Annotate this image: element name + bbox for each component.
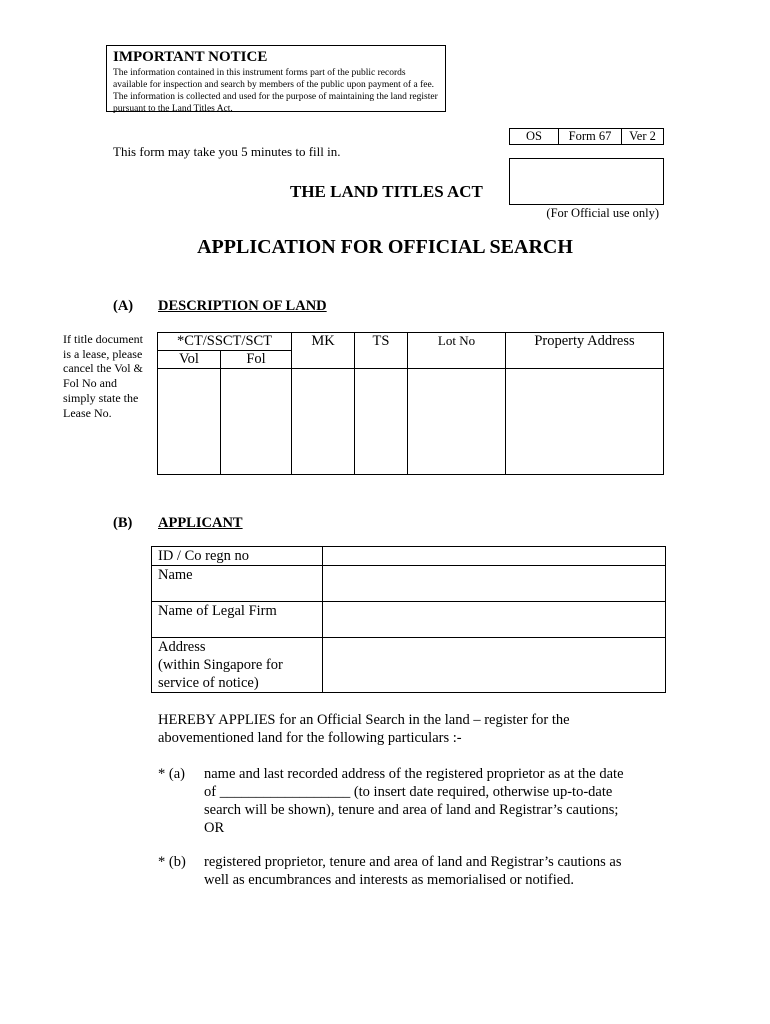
form-code-version: Ver 2 — [622, 129, 664, 145]
label-address-line1: Address — [158, 639, 206, 655]
form-code-table — [509, 128, 664, 145]
option-a-text — [204, 765, 624, 837]
input-name[interactable] — [323, 566, 666, 602]
option-a-line2: of __________________ (to insert date required, otherwise up-to-date — [204, 784, 613, 800]
applicant-table — [151, 546, 666, 693]
input-lot[interactable] — [408, 369, 506, 475]
option-b-line1: registered proprietor, tenure and area of land and Registrar’s cautions as — [204, 854, 622, 870]
label-legal-firm: Name of Legal Firm — [152, 602, 323, 638]
hereby-line2: abovementioned land for the following particulars :- — [158, 730, 462, 746]
section-a-label: (A) — [113, 298, 134, 314]
input-id[interactable] — [323, 547, 666, 566]
option-b-line2: well as encumbrances and interests as memorialised or notified. — [204, 872, 575, 888]
col-fol: Fol — [221, 351, 292, 369]
col-lot: Lot No — [408, 333, 506, 369]
option-b-text — [204, 853, 621, 889]
hereby-line1: HEREBY APPLIES for an Official Search in the land – register for the — [158, 712, 570, 728]
input-mk[interactable] — [292, 369, 355, 475]
label-address-line3: service of notice) — [158, 675, 259, 691]
input-address[interactable] — [506, 369, 664, 475]
form-code-number: Form 67 — [559, 129, 622, 145]
important-notice-box — [106, 45, 446, 112]
page-title: APPLICATION FOR OFFICIAL SEARCH — [197, 236, 573, 258]
col-vol: Vol — [158, 351, 221, 369]
option-b-label[interactable]: * (b) — [158, 854, 186, 870]
section-b-label: (B) — [113, 515, 133, 531]
input-legal-firm[interactable] — [323, 602, 666, 638]
duration-text: This form may take you 5 minutes to fill in. — [113, 144, 341, 159]
col-ts: TS — [355, 333, 408, 369]
option-a-label[interactable]: * (a) — [158, 766, 185, 782]
input-ts[interactable] — [355, 369, 408, 475]
option-a-line3: search will be shown), tenure and area of land and Registrar’s cautions; — [204, 802, 619, 818]
input-vol[interactable] — [158, 369, 221, 475]
official-use-box[interactable] — [509, 158, 664, 205]
notice-text: The information contained in this instrument forms part of the public records available for inspection and search by members of the public upon payment of a fee. The information is collected and used for the purpose of maintaining the land register pursuant to the Land Titles Act. — [113, 68, 438, 114]
form-code-os: OS — [510, 129, 559, 145]
input-address-applicant[interactable] — [323, 638, 666, 693]
land-description-table — [157, 332, 664, 475]
col-ct: *CT/SSCT/SCT — [158, 333, 292, 351]
notice-title: IMPORTANT NOTICE — [113, 49, 268, 65]
official-use-note: (For Official use only) — [546, 206, 659, 220]
label-name: Name — [152, 566, 323, 602]
lease-side-note: If title document is a lease, please cancel the Vol & Fol No and simply state the Lease No. — [63, 332, 143, 420]
section-a-heading: DESCRIPTION OF LAND — [158, 298, 327, 314]
col-address: Property Address — [506, 333, 664, 369]
label-address — [152, 638, 323, 693]
hereby-paragraph — [158, 711, 570, 747]
label-address-line2: (within Singapore for — [158, 657, 283, 673]
option-a-line4: OR — [204, 820, 225, 836]
input-fol[interactable] — [221, 369, 292, 475]
section-b-heading: APPLICANT — [158, 515, 243, 531]
label-id: ID / Co regn no — [152, 547, 323, 566]
col-mk: MK — [292, 333, 355, 369]
option-a-line1: name and last recorded address of the registered proprietor as at the date — [204, 766, 624, 782]
act-title: THE LAND TITLES ACT — [290, 182, 483, 201]
